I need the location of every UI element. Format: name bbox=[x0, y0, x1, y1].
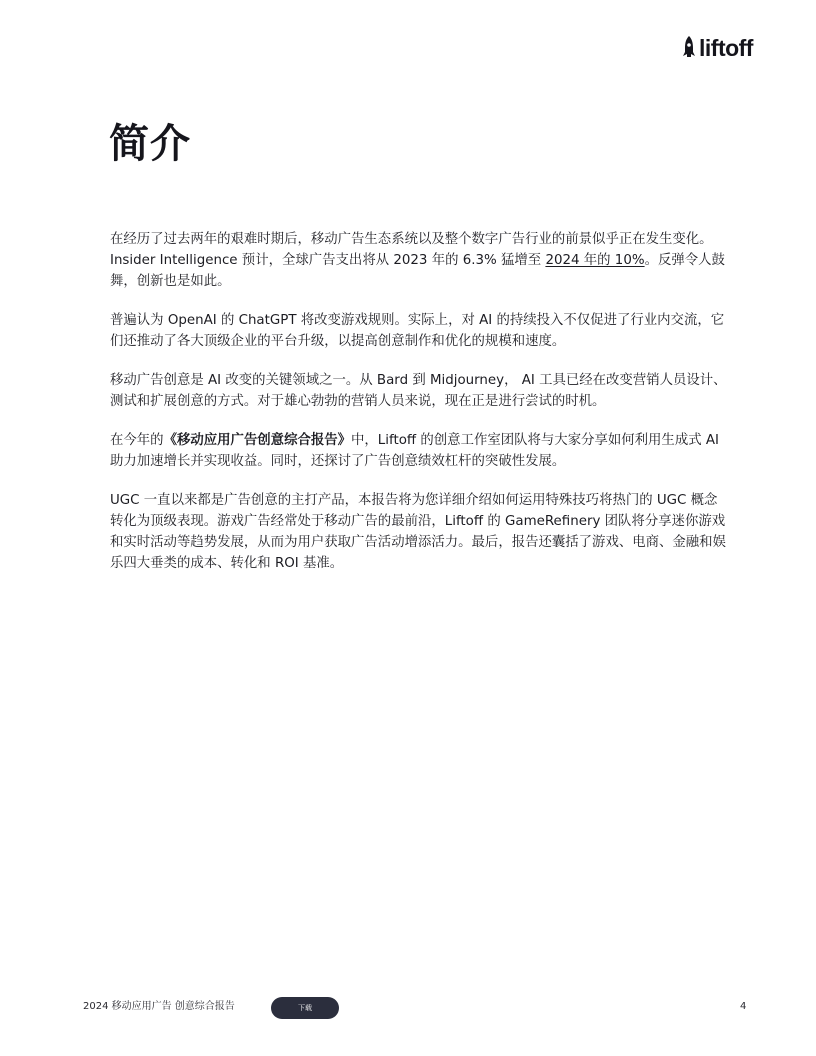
rocket-icon bbox=[682, 35, 696, 61]
paragraph-5: UGC 一直以来都是广告创意的主打产品，本报告将为您详细介绍如何运用特殊技巧将热门的 UGC 概念转化为顶级表现。游戏广告经常处于移动广告的最前沿，Liftoff 的 GameRefinery 团队将分享迷你游戏和实时活动等趋势发展，从而为用户获取广告活动增添活力。最后，报告还囊括了游戏、电商、金融和娱乐四大垂类的成本、转化和 ROI 基准。 bbox=[110, 493, 726, 571]
paragraph-3: 移动广告创意是 AI 改变的关键领域之一。从 Bard 到 Midjourney， AI 工具已经在改变营销人员设计、测试和扩展创意的方式。对于雄心勃勃的营销人员来说，现在正是进行尝试的时机。 bbox=[110, 373, 727, 409]
paragraph-4-text-b: 中，Liftoff 的创意工作室团队将与大家分享如何利用生成式 AI 助力加速增长并实现收益。同时，还探讨了广告创意绩效杠杆的突破性发展。 bbox=[110, 433, 719, 469]
report-title-emphasis: 《移动应用广告创意综合报告》 bbox=[163, 433, 352, 448]
page-number: 4 bbox=[740, 1001, 747, 1012]
paragraph-1-text-b: 。反弹令人鼓舞，创新也是如此。 bbox=[110, 253, 725, 289]
paragraph-4-text-a: 在今年的 bbox=[110, 433, 164, 448]
paragraph-1-text-a: 在经历了过去两年的艰难时期后，移动广告生态系统以及整个数字广告行业的前景似乎正在发生变化。Insider Intelligence 预计，全球广告支出将从 2023 年的 6.3% 猛增至 bbox=[110, 232, 713, 268]
download-button[interactable]: 下载 bbox=[271, 997, 339, 1019]
paragraph-2: 普遍认为 OpenAI 的 ChatGPT 将改变游戏规则。实际上，对 AI 的持续投入不仅促进了行业内交流，它们还推动了各大顶级企业的平台升级，以提高创意制作和优化的规模和速度。 bbox=[110, 313, 725, 349]
paragraph-4 bbox=[110, 430, 730, 472]
footer-report-title: 2024 移动应用广告 创意综合报告 bbox=[83, 1001, 235, 1012]
brand-name: liftoff bbox=[699, 35, 753, 61]
intro-body bbox=[110, 229, 730, 592]
page-title: 简介 bbox=[109, 121, 191, 167]
brand-logo bbox=[682, 34, 753, 62]
paragraph-1 bbox=[110, 229, 730, 292]
ad-spend-link[interactable]: 2024 年的 10% bbox=[545, 253, 645, 268]
